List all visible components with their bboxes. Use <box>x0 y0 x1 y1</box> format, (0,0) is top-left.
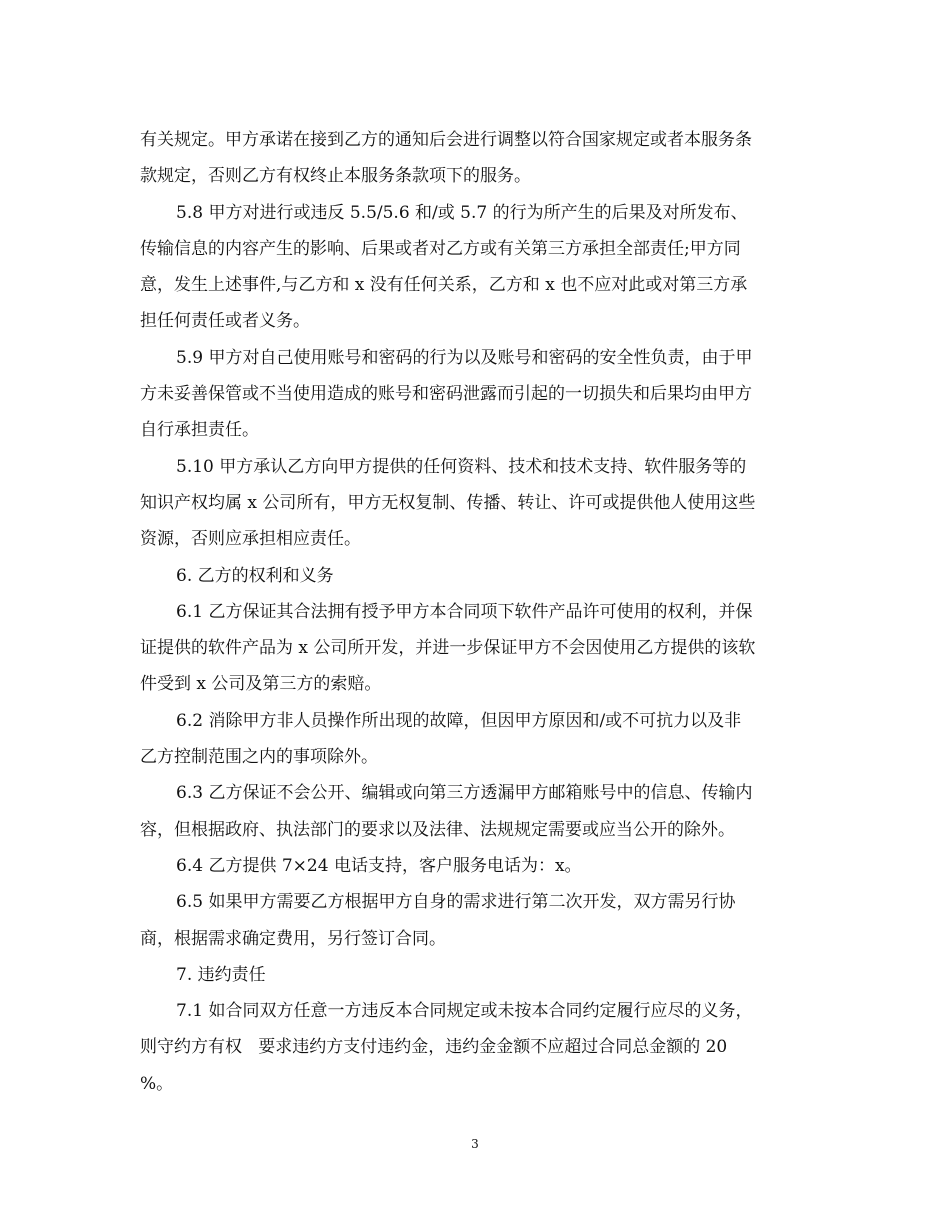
text-line: 知识产权均属 x 公司所有，甲方无权复制、传播、转让、许可或提供他人使用这些 <box>140 492 756 513</box>
text-line: 件受到 x 公司及第三方的索赔。 <box>140 674 382 695</box>
text-line: 容，但根据政府、执法部门的要求以及法律、法规规定需要或应当公开的除外。 <box>140 819 735 840</box>
text-line: 自行承担责任。 <box>140 420 259 441</box>
text-line: 有关规定。甲方承诺在接到乙方的通知后会进行调整以符合国家规定或者本服务条 <box>140 130 752 150</box>
text-line: 担任何责任或者义务。 <box>140 311 310 332</box>
clause-6-5: 6.5 如果甲方需要乙方根据甲方自身的需求进行第二次开发，双方需另行协 <box>176 892 736 913</box>
clause-7-1: 7.1 如合同双方任意一方违反本合同规定或未按本合同约定履行应尽的义务， <box>176 1001 753 1022</box>
text-line: 商，根据需求确定费用，另行签订合同。 <box>140 928 446 949</box>
page-number: 3 <box>471 1137 479 1151</box>
section-6-heading: 6. 乙方的权利和义务 <box>176 565 334 586</box>
section-7-heading: 7. 违约责任 <box>176 964 266 985</box>
clause-5-9: 5.9 甲方对自己使用账号和密码的行为以及账号和密码的安全性负责，由于甲 <box>176 347 753 368</box>
clause-6-1: 6.1 乙方保证其合法拥有授予甲方本合同项下软件产品许可使用的权利，并保 <box>176 601 753 622</box>
clause-6-4: 6.4 乙方提供 7×24 电话支持，客户服务电话为：x。 <box>176 855 582 876</box>
text-line: 款规定，否则乙方有权终止本服务条款项下的服务。 <box>140 166 531 187</box>
text-line: 方未妥善保管或不当使用造成的账号和密码泄露而引起的一切损失和后果均由甲方 <box>140 384 752 405</box>
clause-5-10: 5.10 甲方承认乙方向甲方提供的任何资料、技术和技术支持、软件服务等的 <box>176 456 747 477</box>
text-line: 乙方控制范围之内的事项除外。 <box>140 747 378 768</box>
text-line: %。 <box>140 1073 174 1094</box>
text-line: 资源，否则应承担相应责任。 <box>140 529 361 550</box>
clause-6-3: 6.3 乙方保证不会公开、编辑或向第三方透漏甲方邮箱账号中的信息、传输内 <box>176 783 753 804</box>
text-line: 传输信息的内容产生的影响、后果或者对乙方或有关第三方承担全部责任;甲方同 <box>140 238 741 259</box>
clause-5-8: 5.8 甲方对进行或违反 5.5/5.6 和/或 5.7 的行为所产生的后果及对所发布、 <box>176 202 748 223</box>
text-line: 意，发生上述事件,与乙方和 x 没有任何关系，乙方和 x 也不应对此或对第三方承 <box>140 275 748 296</box>
document-body <box>140 122 812 1102</box>
clause-6-2: 6.2 消除甲方非人员操作所出现的故障，但因甲方原因和/或不可抗力以及非 <box>176 710 742 731</box>
text-line: 则守约方有权 要求违约方支付违约金，违约金金额不应超过合同总金额的 20 <box>140 1037 728 1058</box>
text-line: 证提供的软件产品为 x 公司所开发，并进一步保证甲方不会因使用乙方提供的该软 <box>140 638 756 659</box>
